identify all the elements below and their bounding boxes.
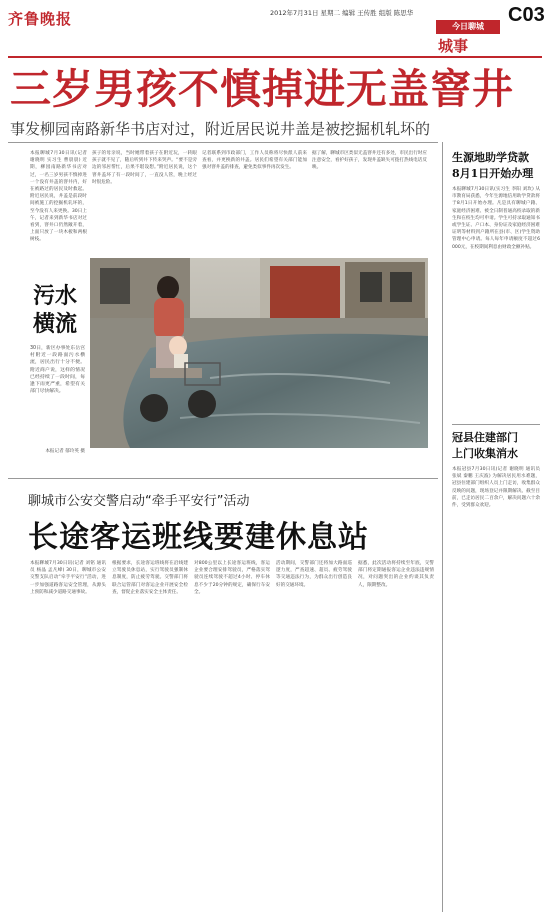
lead-body-col2: 孩子的母亲说，当时她带着孩子在附近玩，一转眼孩子就不见了，随后听到井下传来哭声。“要不是旁边的邻居帮忙，后果不堪设想。”附近居民说，这个窨井盖坏了有一段时间了，一直没人管，晚上经过时很危险。 [92,151,197,185]
section-title: 城事 [438,37,469,55]
lead-body-col1: 本报聊城7月30日讯(记者 谢晓明 实习生 曹晨晨) 近期，柳园南路新华书店对过，一名三岁男孩不慎掉进一个没有井盖的窨井内，好在被路过的居民及时救起。附近居民说，井盖是前段时间被施工的挖掘机轧坏的，至今没有人来更换。30日上午，记者来到新华书店对过看到，窨井口仍然敞开着，上面只放了一块木板和两根树枝。 [30,151,87,243]
lead-body-col4: 据了解，聊城市区类似无盖窨井还有多处，市民出行时应注意安全，看护好孩子，发现井盖缺失可拨打热线电话反映。 [312,151,427,171]
sidebar-bottom-headline-line1: 冠县住建部门 [452,431,518,444]
sidebar-top-headline-line1: 生源地助学贷款 [452,151,529,164]
second-kicker: 聊城市公安交警启动“牵手平安行”活动 [28,494,250,509]
second-body-col3: 对800公里以上长途客运班线，客运企业要合理安排驾驶员，严格落实驾驶员连续驾驶不超过4小时、停车休息不少于20分钟的规定，确保行车安全。 [194,561,270,595]
sidebar-top-headline [452,150,533,182]
news-photo [90,258,428,448]
lead-headline: 三岁男孩不慎掉进无盖窨井 [10,65,514,113]
newspaper-logo: 齐鲁晚报 [8,10,73,28]
photo-feature-title [33,282,77,338]
second-body-col2: 根据要求，长途客运班线将在沿线建立驾驶员休息站，实行驾驶员强制休息制度，防止疲劳驾驶。交警部门将联合运管部门对客运企业开展安全检查，督促企业落实安全主体责任。 [112,561,188,595]
sidebar-top-body: 本报聊城7月30日讯(实习生 李阳 刘玫) 从市教育局获悉，今年生源地信用助学贷款将于8月1日开始办理。凡是具有聊城户籍、家庭经济困难、被全日制普通高校录取的新生和在校生均可申请。学生可持录取通知书或学生证、户口本、身份证及家庭经济困难证明等材料到户籍所在县(市、区)学生资助管理中心申请。每人每年申请额度不超过6000元，在校期间利息由财政全额补贴。 [452,187,540,250]
second-body-col4: 活动期间，交警部门还将加大路面巡逻力度，严查超速、超员、疲劳驾驶等交通违法行为，为群众出行创造良好的交通环境。 [276,561,352,588]
photo-caption: 30日，新区办事处东岳宫村附近一段路面污水横流，居民出行十分不便。附近商户说，这样的情况已经持续了一段时间，每逢下雨更严重，希望有关部门尽快解决。 [30,346,85,395]
sidebar-bottom-body: 本报冠县7月30日讯(记者 谢晓明 通讯员 张斌 秦鹏 王庆波) 为解决居民用水难题，冠县住建部门组织人员上门走访，收集群众反映的问题，现场登记并限期解决。截至目前，已走访居民二百余户，解决问题六十余件，受到群众欢迎。 [452,467,540,509]
sidebar-divider [442,142,443,912]
photo-title-line2: 横流 [33,311,78,337]
header-rule [8,56,542,58]
lead-deck: 事发柳园南路新华书店对过，附近居民说井盖是被挖掘机轧坏的 [10,120,431,138]
sidebar-bottom-headline [452,430,518,462]
section-tag: 今日聊城 [436,20,500,34]
photo-scene [90,258,428,448]
photo-title-line1: 污水 [33,283,78,309]
second-headline: 长途客运班线要建休息站 [28,520,369,555]
sidebar-mid-rule [452,424,540,425]
deck-rule [8,142,438,143]
photo-credit: 本报记者 郁玲英 摄 [45,449,85,454]
second-body-col1: 本报聊城7月30日讯(记者 刘铭 通讯员 杨晶 孟凡峰) 30日，聊城市公安交警支队启动“牵手平安行”活动，进一步加强道路客运安全管理，从源头上预防和减少道路交通事故。 [30,561,106,595]
section-rule [8,478,438,479]
second-body-col5: 据悉，此次活动将持续至年底，交警部门将定期通报客运企业违法违规情况，对问题突出的企业约谈其负责人，限期整改。 [358,561,434,588]
page-number: C03 [508,4,545,26]
lead-body-col3: 记者联系到市政部门，工作人员称将尽快派人前来查看，并更换新的井盖。居民们希望有关部门能加强对窨井盖的排查，避免类似事件再次发生。 [202,151,307,171]
dateline: 2012年7月31日 星期二 编辑 王传胜 组版 陈思华 [270,9,414,17]
sidebar-top-headline-line2: 8月1日开始办理 [452,167,534,180]
sidebar-bottom-headline-line2: 上门收集消水 [452,447,518,460]
